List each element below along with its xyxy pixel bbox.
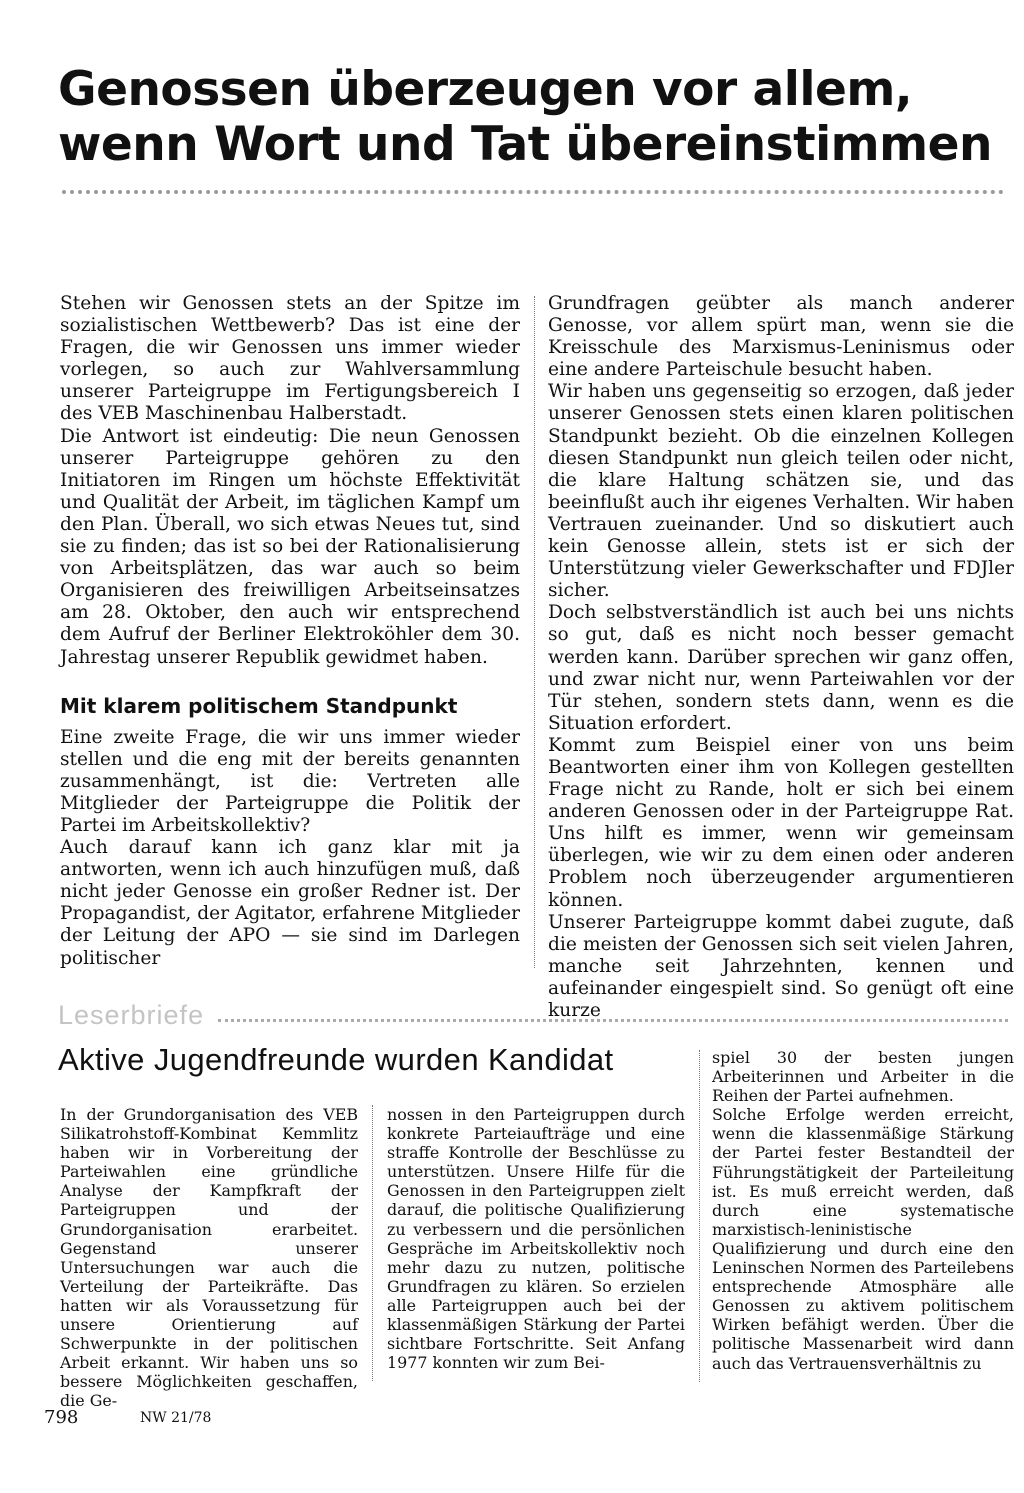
article-paragraph: Unserer Parteigruppe kommt dabei zugute, daß die meisten der Genossen sich seit vielen Jahren, manche seit Jahrzehnten, kennen und aufeinander eingespielt sind. So genügt oft eine kurze	[548, 911, 1014, 1021]
article-column-left	[60, 293, 520, 970]
letter-paragraph: nossen in den Parteigruppen durch konkrete Parteiaufträge und eine straffe Kontrolle der Beschlüsse zu unterstützen. Unsere Hilfe für die Genossen in den Parteigruppen zielt darauf, die politische Qualifizierung zu verbessern und die persönlichen Gespräche im Arbeitskollektiv noch mehr dazu zu nutzen, politische Grundfragen zu klären. So erzielen alle Parteigruppen auch bei der klassenmäßigen Stärkung der Partei sichtbare Fortschritte. Seit Anfang 1977 konnten wir zum Bei-	[387, 1105, 685, 1373]
letter-column-1	[60, 1105, 358, 1411]
letter-title: Aktive Jugendfreunde wurden Kandidat	[58, 1042, 614, 1077]
article-title	[58, 62, 1018, 172]
article-title-line-2: wenn Wort und Tat übereinstimmen	[58, 117, 992, 172]
article-paragraph: Doch selbstverständlich ist auch bei uns nichts so gut, daß es nicht noch besser gemacht werden kann. Darüber sprechen wir ganz offen, und zwar nicht nur, wenn Parteiwahlen vor der Tür stehen, sondern stets dann, wenn es die Situation erfordert.	[548, 602, 1014, 734]
article-title-line-1: Genossen überzeugen vor allem,	[58, 62, 913, 117]
article-paragraph: Auch darauf kann ich ganz klar mit ja antworten, wenn ich auch hinzufügen muß, daß nicht jeder Genosse ein großer Redner ist. Der Propagandist, der Agitator, erfahrene Mitglieder der Leitung der APO — sie sind im Darlegen politischer	[60, 837, 520, 969]
article-column-right	[548, 293, 1014, 1022]
article-paragraph: Eine zweite Frage, die wir uns immer wieder stellen und die eng mit der bereits genannten zusammenhängt, ist die: Vertreten alle Mitglieder der Parteigruppe die Politik der Partei im Arbeitskollektiv?	[60, 726, 520, 836]
article-paragraph: Die Antwort ist eindeutig: Die neun Genossen unserer Parteigruppe gehören zu den Initiatoren im Ringen um höchste Effektivität und Qualität der Arbeit, im täglichen Kampf um den Plan. Überall, wo sich etwas Neues tut, sind sie zu finden; das ist so bei der Rationalisierung von Arbeitsplätzen, das war auch so beim Organisieren des freiwilligen Arbeitseinsatzes am 28. Oktober, den auch wir entsprechend dem Aufruf der Berliner Elektroköhler dem 30. Jahrestag unserer Republik gewidmet haben.	[60, 425, 520, 668]
issue-label: NW 21/78	[140, 1410, 212, 1426]
article-paragraph: Grundfragen geübter als manch anderer Genosse, vor allem spürt man, wenn sie die Kreisschule des Marxismus-Leninismus oder eine andere Parteischule besucht haben.	[548, 293, 1014, 381]
letter-paragraph: spiel 30 der besten jungen Arbeiterinnen und Arbeiter in die Reihen der Partei aufnehmen.	[712, 1048, 1014, 1106]
article-paragraph: Stehen wir Genossen stets an der Spitze im sozialistischen Wettbewerb? Das ist eine der Fragen, die wir Genossen uns immer wieder vorlegen, so auch zur Wahlversammlung unserer Parteigruppe im Fertigungsbereich I des VEB Maschinenbau Halberstadt.	[60, 293, 520, 425]
column-divider	[372, 1105, 373, 1381]
letter-paragraph: In der Grundorganisation des VEB Silikatrohstoff-Kombinat Kemmlitz haben wir in Vorbereitung der Parteiwahlen eine gründliche Analyse der Kampfkraft der Parteigruppen und der Grundorganisation erarbeitet. Gegenstand unserer Untersuchungen war auch die Verteilung der Parteikräfte. Das hatten wir als Voraussetzung für unsere Orientierung auf Schwerpunkte in der politischen Arbeit erkannt. Wir haben uns so bessere Möglichkeiten geschaffen, die Ge-	[60, 1105, 358, 1411]
letter-column-2	[387, 1105, 685, 1372]
section-label: Leserbriefe	[58, 1000, 205, 1030]
title-divider	[62, 190, 1004, 194]
section-divider	[218, 1019, 1008, 1022]
article-paragraph: Kommt zum Beispiel einer von uns beim Beantworten einer ihm von Kollegen gestellten Frage nicht zu Rande, holt er sich bei einem anderen Genossen oder in der Parteigruppe Rat. Uns hilft es immer, wenn wir gemeinsam überlegen, wie wir zu dem einen oder anderen Problem noch überzeugender argumentieren können.	[548, 734, 1014, 911]
article-subheading: Mit klarem politischem Standpunkt	[60, 693, 458, 718]
column-divider	[699, 1050, 700, 1382]
letter-paragraph: Solche Erfolge werden erreicht, wenn die klassenmäßige Stärkung der Partei fester Bestandteil der Führungstätigkeit der Parteileitung ist. Es muß erreicht werden, daß durch eine systematische marxistisch-leninistische Qualifizierung und durch eine den Leninschen Normen des Parteilebens entsprechende Atmosphäre alle Genossen zu aktivem politischem Wirken befähigt werden. Über die politische Massenarbeit wird dann auch das Vertrauensverhältnis zu	[712, 1105, 1014, 1373]
article-paragraph: Wir haben uns gegenseitig so erzogen, daß jeder unserer Genossen stets einen klaren politischen Standpunkt bezieht. Ob die einzelnen Kollegen diesen Standpunkt nun gleich teilen oder nicht, die klare Haltung schätzen sie, und das beeinflußt auch ihr eigenes Verhalten. Wir haben Vertrauen zueinander. Und so diskutiert auch kein Genosse allein, stets ist er sich der Unterstützung vieler Gewerkschafter und FDJler sicher.	[548, 381, 1014, 602]
letter-column-3	[712, 1048, 1014, 1373]
page-number: 798	[44, 1407, 79, 1428]
column-divider	[534, 296, 535, 968]
